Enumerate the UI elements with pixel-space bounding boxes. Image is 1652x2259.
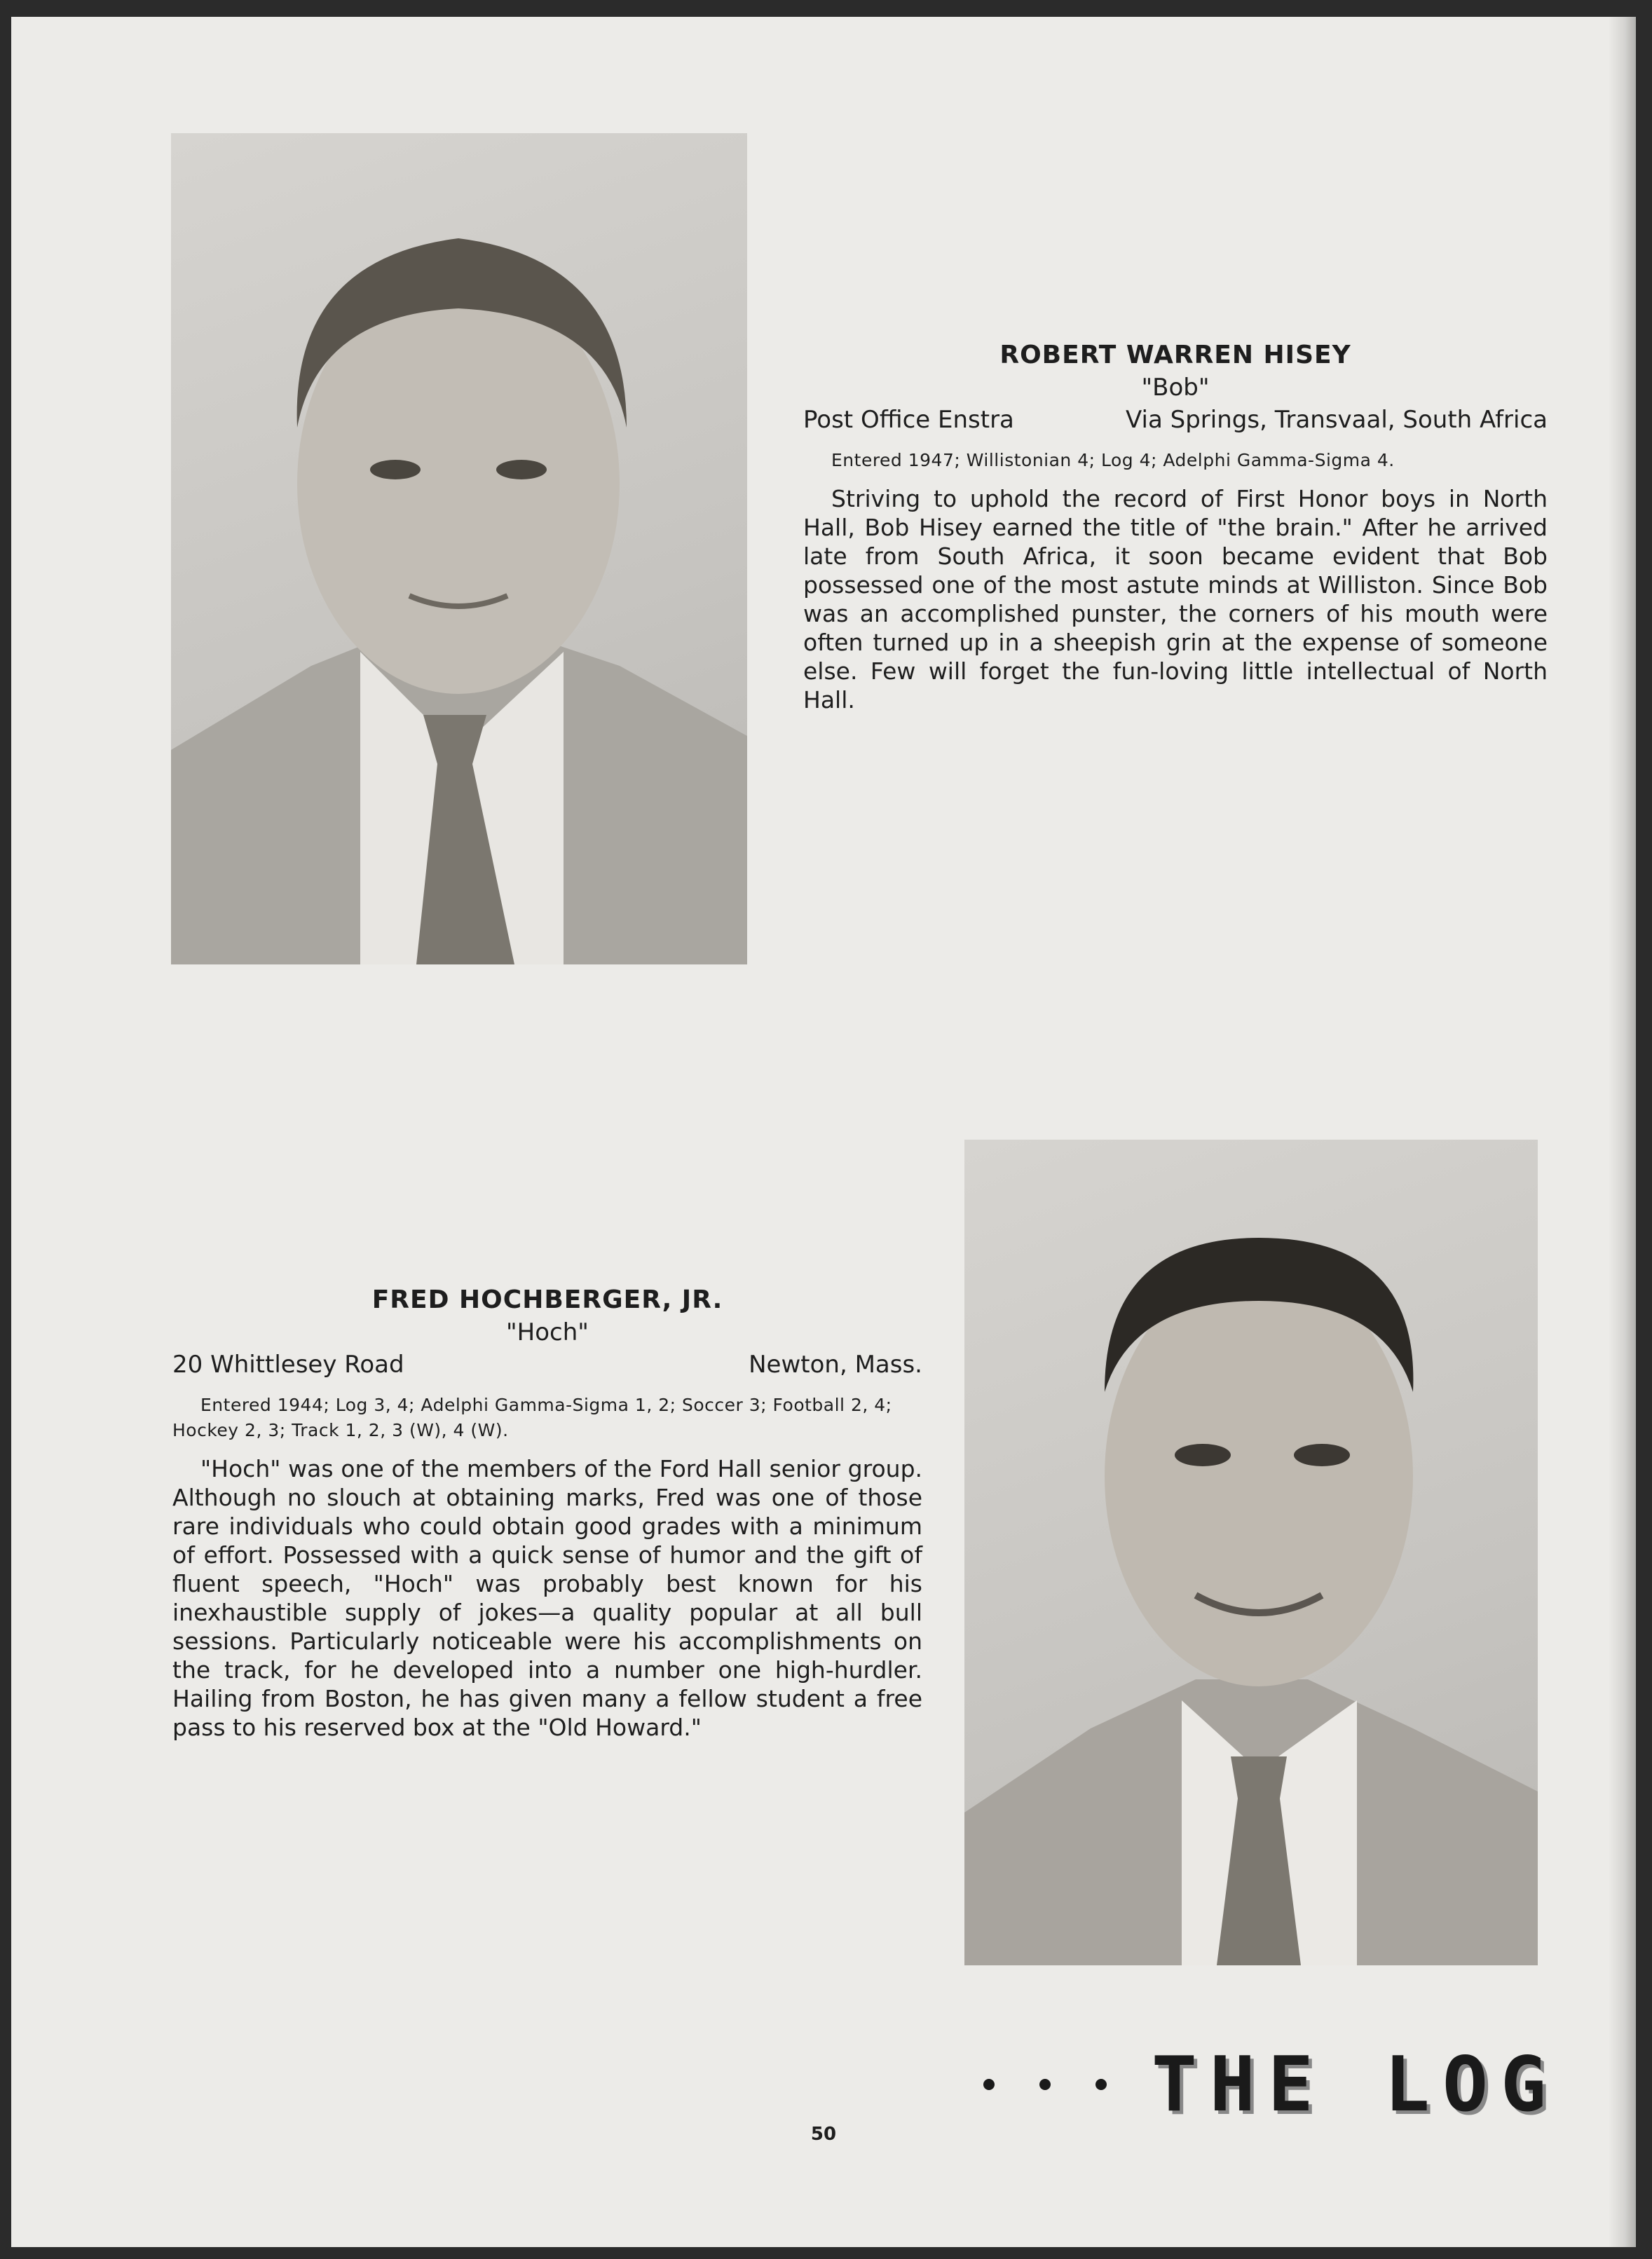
student-address bbox=[803, 406, 1548, 434]
footer-dot bbox=[1039, 2079, 1051, 2090]
student-nickname: "Bob" bbox=[1141, 374, 1210, 402]
student-bio-text: "Hoch" was one of the members of the Ford Hall senior group. Although no slouch at obtaining marks, Fred was one of those rare individuals who could obtain good grades with a minimum of effort. Possessed with a quick sense of humor and the gift of fluent speech, "Hoch" was probably best known for his inexhaustible supply of jokes—a quality popular at all bull sessions. Particularly noticeable were his accomplishments on the track, for he developed into a number one high-hurdler. Hailing from Boston, he has given many a fellow student a free pass to his reserved box at the "Old Howard." bbox=[172, 1455, 922, 1741]
student-activities: Entered 1947; Willistonian 4; Log 4; Adelphi Gamma-Sigma 4. bbox=[831, 450, 1395, 470]
footer-dot bbox=[983, 2079, 995, 2090]
address-line-right: Via Springs, Transvaal, South Africa bbox=[1126, 406, 1548, 434]
footer-title bbox=[983, 2042, 1559, 2127]
portrait-photo-hisey bbox=[171, 133, 747, 964]
address-line-left: Post Office Enstra bbox=[803, 406, 1014, 434]
bio-hisey bbox=[803, 341, 1548, 714]
student-address bbox=[172, 1351, 922, 1379]
bio-hochberger bbox=[172, 1285, 922, 1742]
student-nickname: "Hoch" bbox=[506, 1318, 589, 1346]
publication-logo: THE LOG bbox=[1151, 2040, 1559, 2129]
portrait-photo-hochberger bbox=[964, 1140, 1538, 1965]
student-name: FRED HOCHBERGER, JR. bbox=[371, 1285, 723, 1314]
page-number: 50 bbox=[810, 2124, 837, 2145]
student-bio-text: Striving to uphold the record of First Honor boys in North Hall, Bob Hisey earned the title of "the brain." After he arrived late from South Africa, it soon became evident that Bob possessed one of the most astute minds at Williston. Since Bob was an accomplished punster, the corners of his mouth were often turned up in a sheepish grin at the expense of someone else. Few will forget the fun-loving little intellectual of North Hall. bbox=[803, 485, 1548, 714]
student-activities: Entered 1944; Log 3, 4; Adelphi Gamma-Sigma 1, 2; Soccer 3; Football 2, 4; Hockey 2, 3; Track 1, 2, 3 (W), 4 (W). bbox=[172, 1395, 892, 1440]
yearbook-page bbox=[11, 17, 1636, 2247]
address-line-left: 20 Whittlesey Road bbox=[172, 1351, 404, 1379]
page-gutter-shadow bbox=[1608, 17, 1636, 2247]
student-name: ROBERT WARREN HISEY bbox=[999, 341, 1351, 369]
footer-dot bbox=[1095, 2079, 1107, 2090]
address-line-right: Newton, Mass. bbox=[749, 1351, 922, 1379]
